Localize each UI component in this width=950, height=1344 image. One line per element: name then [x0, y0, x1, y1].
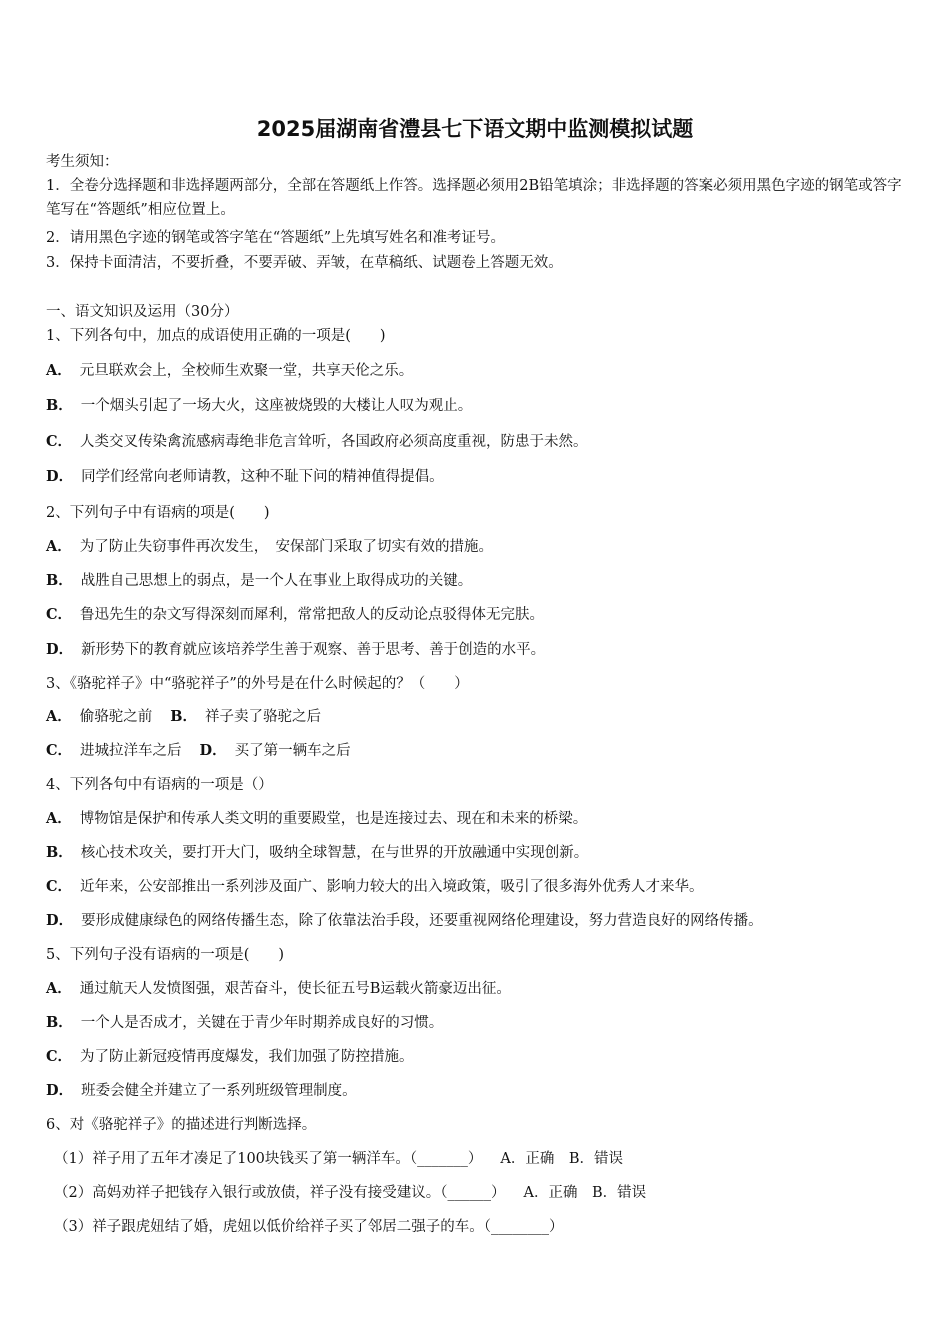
- option-letter: B．: [170, 708, 198, 725]
- question-3-stem: 3、《骆驼祥子》中“骆驼祥子”的外号是在什么时候起的？（ ）: [46, 676, 469, 692]
- question-2-option-a: [46, 537, 493, 557]
- option-letter: B．: [46, 572, 73, 589]
- question-1-option-b: [46, 396, 472, 416]
- option-letter: B．: [46, 1014, 73, 1031]
- option-text: 博物馆是保护和传承人类文明的重要殿堂，也是连接过去、现在和未来的桥梁。: [79, 811, 588, 827]
- option-letter: B．: [46, 397, 73, 414]
- option-text: 元旦联欢会上，全校师生欢聚一堂，共享天伦之乐。: [79, 363, 414, 379]
- option-text: 战胜自己思想上的弱点，是一个人在事业上取得成功的关键。: [80, 573, 473, 589]
- question-2-option-b: [46, 571, 472, 591]
- notice-heading: 考生须知：: [46, 154, 119, 170]
- option-letter: A．: [46, 708, 72, 725]
- judgement-statement: （3）祥子跟虎妞结了婚，虎妞以低价给祥子买了邻居二强子的车。（________）: [54, 1219, 564, 1235]
- option-letter: C．: [46, 742, 73, 759]
- question-5-stem: 5、下列句子没有语病的一项是( ): [46, 947, 285, 963]
- section-heading: 一、语文知识及运用（30分）: [46, 304, 239, 320]
- question-1-option-d: [46, 467, 444, 487]
- option-letter: C．: [46, 606, 73, 623]
- judgement-statement: （2）高妈劝祥子把钱存入银行或放债，祥子没有接受建议。（______）: [54, 1185, 506, 1201]
- option-letter: A．: [46, 980, 72, 997]
- option-letter: A．: [46, 362, 72, 379]
- question-1-option-c: [46, 432, 588, 452]
- option-letter: D．: [199, 742, 227, 759]
- option-letter: D．: [46, 912, 74, 929]
- option-text: 鲁迅先生的杂文写得深刻而犀利，常常把敌人的反动论点驳得体无完肤。: [80, 607, 545, 623]
- question-1-option-a: [46, 361, 413, 381]
- notice-item-2: 2．请用黑色字迹的钢笔或答字笔在“答题纸”上先填写姓名和准考证号。: [46, 230, 506, 246]
- question-4-option-c: [46, 877, 704, 897]
- notice-item-3: 3．保持卡面清洁，不要折叠，不要弄破、弄皱，在草稿纸、试题卷上答题无效。: [46, 255, 563, 271]
- notice-item-1: 1．全卷分选择题和非选择题两部分，全部在答题纸上作答。选择题必须用2B铅笔填涂；非选择题的答案必须用黑色字迹的钢笔或答字笔写在“答题纸”相应位置上。: [46, 178, 902, 218]
- question-4-option-a: [46, 809, 587, 829]
- question-6-item-1: [54, 1149, 623, 1169]
- judgement-choices: A．正确 B．错误: [523, 1185, 647, 1201]
- option-text: 班委会健全并建立了一系列班级管理制度。: [81, 1083, 357, 1099]
- option-text: 通过航天人发愤图强，艰苦奋斗，使长征五号B运载火箭豪迈出征。: [79, 981, 511, 997]
- question-6-item-2: [54, 1183, 646, 1203]
- option-text: 买了第一辆车之后: [234, 743, 351, 759]
- question-3-options-row-1: [46, 707, 321, 727]
- option-letter: C．: [46, 1048, 73, 1065]
- question-4-option-d: [46, 911, 763, 931]
- question-1-stem: 1、下列各句中，加点的成语使用正确的一项是( ): [46, 328, 386, 344]
- option-text: 同学们经常向老师请教，这种不耻下问的精神值得提倡。: [81, 469, 444, 485]
- question-5-option-a: [46, 979, 511, 999]
- option-text: 核心技术攻关，要打开大门，吸纳全球智慧，在与世界的开放融通中实现创新。: [80, 845, 589, 861]
- option-text: 近年来，公安部推出一系列涉及面广、影响力较大的出入境政策，吸引了很多海外优秀人才来华。: [80, 879, 704, 895]
- option-text: 新形势下的教育就应该培养学生善于观察、善于思考、善于创造的水平。: [81, 642, 546, 658]
- option-text: 偷骆驼之前: [79, 709, 153, 725]
- question-2-stem: 2、下列句子中有语病的项是( ): [46, 505, 270, 521]
- option-letter: B．: [46, 844, 73, 861]
- option-text: 进城拉洋车之后: [80, 743, 182, 759]
- option-letter: C．: [46, 878, 73, 895]
- judgement-choices: A．正确 B．错误: [500, 1151, 624, 1167]
- option-text: 要形成健康绿色的网络传播生态，除了依靠法治手段，还要重视网络伦理建设，努力营造良好的网络传播。: [81, 913, 763, 929]
- question-3-options-row-2: [46, 741, 351, 761]
- option-text: 为了防止失窃事件再次发生， 安保部门采取了切实有效的措施。: [79, 539, 494, 555]
- page-title: 2025届湖南省澧县七下语文期中监测模拟试题: [256, 117, 694, 141]
- option-letter: D．: [46, 641, 74, 658]
- option-letter: A．: [46, 810, 72, 827]
- judgement-statement: （1）祥子用了五年才凑足了100块钱买了第一辆洋车。（_______）: [54, 1151, 483, 1167]
- question-6-item-3: [54, 1217, 563, 1237]
- option-letter: C．: [46, 433, 73, 450]
- question-6-stem: 6、对《骆驼祥子》的描述进行判断选择。: [46, 1117, 317, 1133]
- option-text: 一个烟头引起了一场大火，这座被烧毁的大楼让人叹为观止。: [80, 398, 473, 414]
- option-text: 为了防止新冠疫情再度爆发，我们加强了防控措施。: [80, 1049, 414, 1065]
- option-letter: D．: [46, 468, 74, 485]
- option-text: 人类交叉传染禽流感病毒绝非危言耸听，各国政府必须高度重视，防患于未然。: [80, 434, 588, 450]
- option-letter: A．: [46, 538, 72, 555]
- question-2-option-c: [46, 605, 544, 625]
- option-text: 一个人是否成才，关键在于青少年时期养成良好的习惯。: [80, 1015, 444, 1031]
- option-letter: D．: [46, 1082, 74, 1099]
- question-5-option-c: [46, 1047, 414, 1067]
- question-2-option-d: [46, 640, 545, 660]
- question-5-option-d: [46, 1081, 357, 1101]
- option-text: 祥子卖了骆驼之后: [205, 709, 322, 725]
- question-4-option-b: [46, 843, 588, 863]
- question-4-stem: 4、下列各句中有语病的一项是（）: [46, 777, 273, 793]
- question-5-option-b: [46, 1013, 443, 1033]
